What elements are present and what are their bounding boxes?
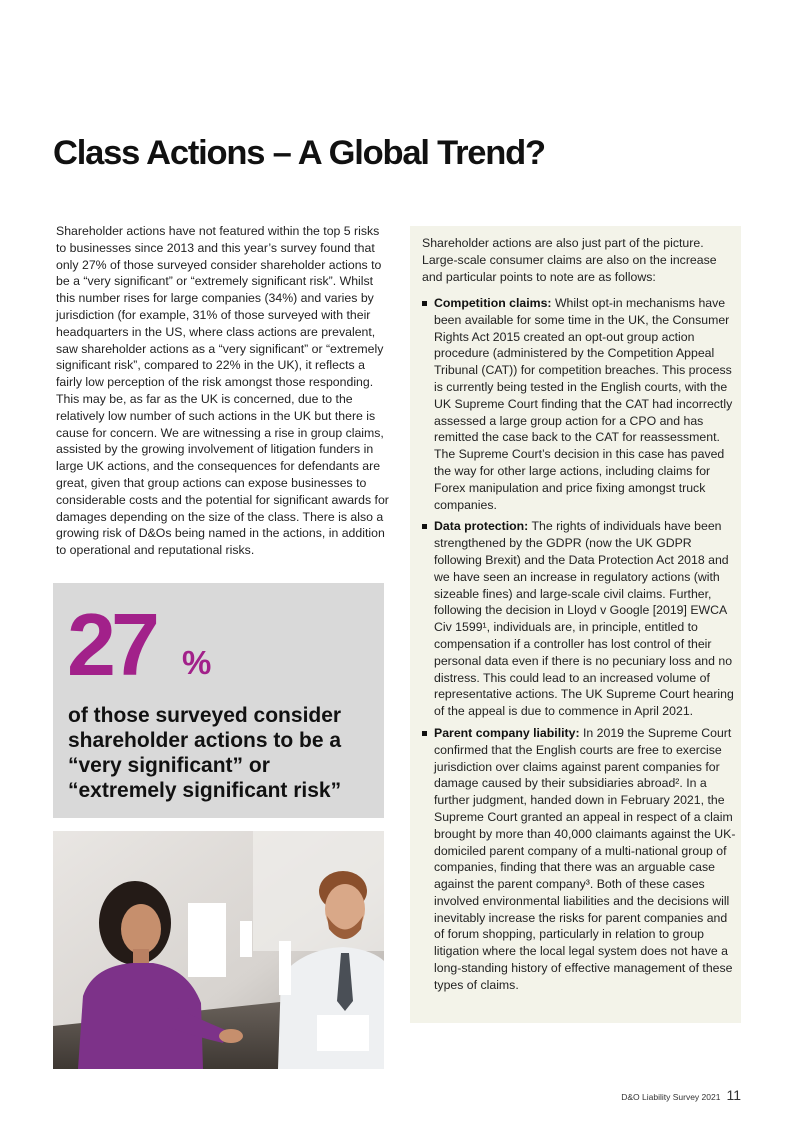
panel-intro: Shareholder actions are also just part of the picture. Large-scale consumer claims are also on the increase and particular points to note are as follows: — [422, 236, 717, 284]
bullet-marker — [422, 301, 427, 306]
page-footer — [621, 1087, 741, 1103]
bullet-marker — [422, 524, 427, 529]
stat-percent-sign: % — [182, 644, 212, 681]
stat-callout — [53, 583, 384, 818]
bullet-text: The rights of individuals have been strengthened by the GDPR (now the UK GDPR following Brexit) and the Data Protection Act 2018 and we have seen an increase in regulatory actions (with sizeable fines) and large-scale civil claims. Further, following the decision in Lloyd v Google [2019] EWCA Civ 1599¹, individuals are, in principle, entitled to compensation if a controller has lost control of their personal data even if there is no pecuniary loss and no distress. This could lead to an increased volume of representative actions. The UK Supreme Court hearing of the appeal is due to commence in April 2021. — [434, 519, 734, 719]
list-item — [422, 518, 738, 720]
bullet-marker — [422, 731, 427, 736]
page-title: Class Actions – A Global Trend? — [53, 134, 545, 172]
footer-publication-title: D&O Liability Survey 2021 — [621, 1092, 721, 1102]
claims-list — [422, 295, 738, 999]
stat-number: 27 — [67, 595, 155, 694]
bullet-text: In 2019 the Supreme Court confirmed that the English courts are free to exercise jurisdiction over claims against parent companies for damage caused by their subsidiaries abroad². In a further judgment, handed down in February 2021, the Supreme Court granted an appeal in respect of a claim brought by more than 40,000 claimants against the UK-domiciled parent company of a multi-national group of companies, finding that there was an arguable case against the parent company³. Both of these cases involved environmental liabilities and the decisions will inevitably increase the risks for parent companies and of forum shopping, particularly in relation to group litigation where the local legal system does not have a long-standing history of effective management of these types of claims. — [434, 725, 736, 992]
bullet-text: Whilst opt-in mechanisms have been available for some time in the UK, the Consumer Rights Act 2015 created an opt-out group action procedure (administered by the Competition Appeal Tribunal (CAT)) for competition breaches. This process is currently being tested in the English courts, with the UK Supreme Court finding that the CAT had incorrectly assessed a large group action for a CPO and has remitted the case back to the CAT for reassessment. The Supreme Court’s decision in this case has paved the way for other large actions, including claims for Forex manipulation and price fixing amongst truck companies. — [434, 296, 733, 512]
list-item — [422, 725, 738, 994]
meeting-photo — [53, 831, 384, 1069]
page-number: 11 — [726, 1087, 741, 1103]
stat-caption: of those surveyed consider shareholder actions to be a “very significant” or “extremely significant risk” — [68, 704, 342, 802]
bullet-heading: Parent company liability: — [434, 725, 580, 740]
list-item — [422, 295, 738, 513]
bullet-heading: Competition claims: — [434, 296, 552, 310]
bullet-heading: Data protection: — [434, 519, 529, 534]
consumer-claims-panel — [410, 226, 741, 1023]
intro-paragraph: Shareholder actions have not featured within the top 5 risks to businesses since 2013 and this year’s survey found that only 27% of those surveyed consider shareholder actions to be a “very significant” or “extremely significant risk”. Whilst this number rises for large companies (34%) and varies by jurisdiction (for example, 31% of those surveyed with their headquarters in the US, where class actions are prevalent, saw shareholder actions as a “very significant” or “extremely significant risk”, compared to 22% in the UK), it reflects a fairly low perception of the risk amongst those responding. This may be, as far as the UK is concerned, due to the relatively low number of such actions in the UK but there is cause for concern. We are witnessing a rise in group claims, assisted by the growing involvement of litigation funders in large UK actions, and the consequences for defendants are great, given that group actions can expose businesses to considerable costs and the potential for significant awards for damages depending on the size of the class. There is also a growing risk of D&Os being named in the actions, in addition to operational and reputational risks. — [56, 224, 389, 558]
